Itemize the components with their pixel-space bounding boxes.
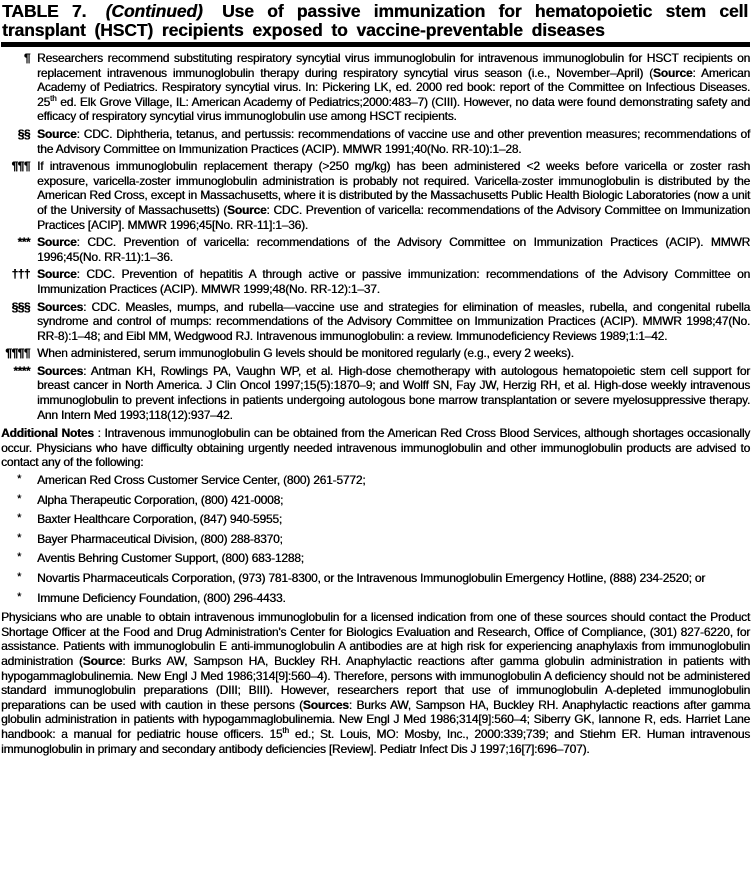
footnote-text [37, 267, 750, 296]
contact-text: American Red Cross Customer Service Center, (800) 261-5772; [37, 473, 366, 488]
contact-text: Aventis Behring Customer Support, (800) 683-1288; [37, 551, 304, 566]
source-label: Additional Notes [1, 426, 94, 441]
footnote [1, 235, 750, 264]
text-segment: : CDC. Prevention of hepatitis A through active or passive immunization: recommendations of the Advisory Committee on Immunization Practices (ACIP). MMWR 1999;48(No. RR-12):1–37. [37, 267, 750, 296]
bullet-icon: * [17, 531, 22, 544]
table-title-prefix: TABLE 7. [2, 1, 87, 21]
contact-item [1, 473, 750, 488]
text-segment: If intravenous immunoglobulin replacement therapy (>250 mg/kg) has been administered <2 weeks before varicella or zoster rash exposure, varicella-zoster immunoglobulin administration is probably not required. Varicella-zoster immunoglobulin is distributed by the American Red Cross, except in Massachusetts, where it is distributed by the Massachusetts Public Health Biologic Laboratories (now a unit of the University of Massachusetts) ( [37, 159, 750, 217]
source-label: Sources [37, 299, 83, 314]
source-label: Source [37, 235, 77, 250]
bullet-icon: * [17, 551, 22, 564]
contact-text: Alpha Therapeutic Corporation, (800) 421-0008; [37, 492, 284, 507]
text-segment: : Burks AW, Sampson HA, Buckley RH. Anaphylactic reactions after gamma globulin administration in patients with hypogammaglobulinemia. New Engl J Med 1986;314[9]:560–4). Therefore, persons with immunoglobulin A deficiency should not be administered standard immunoglobulin preparations (DIII; BIII). However, researchers report that use of immunoglobulin A-depleted immunoglobulin preparations can be used with caution in these persons ( [1, 653, 751, 712]
source-label: Source [37, 126, 77, 141]
bullet-icon: * [17, 571, 22, 583]
text-segment: ed. Elk Grove Village, IL: American Academy of Pediatrics;2000:483–7) (CIII). However, no data were found demonstrating safety and efficacy of respiratory syncytial virus immunoglobulin use among HSCT recipients. [37, 94, 750, 124]
footnote-marker: §§ [17, 126, 30, 141]
superscript-ordinal: th [49, 93, 57, 103]
footnote [1, 127, 750, 156]
footnote-text [37, 127, 750, 156]
text-segment: : Intravenous immunoglobulin can be obtained from the American Red Cross Blood Services, although shortages occasionally occur. Physicians who have difficulty obtaining urgently needed intravenous immunoglobulin and other immunoglobulin products are advised to contact any of the following: [1, 426, 750, 470]
text-segment: : CDC. Diphtheria, tetanus, and pertussis: recommendations of vaccine use and other prevention measures; recommendations of the Advisory Committee on Immunization Practices (ACIP). MMWR 1991;40(No. RR-10):1–28. [37, 126, 750, 156]
bullet-icon: * [17, 492, 22, 505]
footnote [1, 267, 750, 296]
source-label: Source [652, 65, 693, 80]
contact-list [1, 473, 750, 605]
contact-text: Novartis Pharmaceuticals Corporation, (973) 781-8300, or the Intravenous Immunoglobulin Emergency Hotline, (888) 234-2520; or [37, 571, 706, 585]
contact-text: Bayer Pharmaceutical Division, (800) 288-8370; [37, 531, 283, 546]
contact-text: Immune Deficiency Foundation, (800) 296-4433. [37, 590, 286, 605]
text-segment: : American Academy of Pediatrics. Respiratory syncytial virus. In: Pickering LK, ed. 2000 red book: report of the Committee on Infectious Diseases. 25 [37, 65, 750, 109]
footnote [1, 159, 750, 232]
bullet-icon: * [17, 590, 22, 603]
footnote-marker: ¶ [23, 51, 30, 65]
footnote-text [37, 51, 750, 123]
text-segment: : Antman KH, Rowlings PA, Vaughn WP, et al. High-dose chemotherapy with autologous hematopoietic stem cell support for breast cancer in North America. J Clin Oncol 1997;15(5):1870–9; and Wolff SN, Fay JW, Herzig RH, et al. High-dose weekly intravenous immunoglobulin to prevent infections in patients undergoing autologous bone marrow transplantation or severe myelosuppressive therapy. Ann Intern Med 1993;118(12):937–42. [37, 363, 750, 422]
source-label: Sources [302, 697, 349, 712]
footnote [1, 51, 750, 124]
contact-item [1, 571, 750, 586]
text-segment: Researchers recommend substituting respiratory syncytial virus immunoglobulin for intravenous immunoglobulin for HSCT recipients on replacement intravenous immunoglobulin therapy during respiratory syncytial virus season (i.e., November–April) ( [37, 51, 750, 80]
text-segment: : CDC. Prevention of varicella: recommendations of the Advisory Committee on Immunization Practices [ACIP]. MMWR 1996;45[No. RR-11]:1–36). [37, 202, 750, 232]
bullet-icon: * [17, 512, 22, 525]
footnote-text [37, 300, 750, 343]
footnote-marker: *** [17, 235, 30, 250]
footnote [1, 346, 750, 361]
footnote-marker: ¶¶¶¶ [5, 346, 30, 361]
contact-item [1, 493, 750, 508]
contact-item [1, 551, 750, 566]
table-title-text: Use of passive immunization for hematopoietic stem cell transplant (HSCT) recipients exposed to vaccine-preventable diseases [2, 1, 749, 40]
source-label: Source [37, 267, 77, 282]
footnote [1, 364, 750, 422]
contact-item [1, 532, 750, 547]
source-label: Source [82, 653, 123, 668]
footnote [1, 300, 750, 344]
superscript-ordinal: th [282, 725, 289, 735]
additional-notes-paragraph [1, 426, 750, 470]
footnote-marker: ††† [11, 267, 30, 282]
title-divider-rule [1, 42, 750, 47]
text-segment: : Burks AW, Sampson HA, Buckley RH. Anaphylactic reactions after gamma globulin administration in patients with hypogammaglobulinemia. New Engl J Med 1986;314[9]:560–4; Siberry GK, Iannone R, eds. Harriet Lane handbook: a manual for pediatric house officers. 15 [1, 697, 750, 741]
footnote-marker: **** [13, 363, 30, 378]
footnote-text [37, 235, 750, 264]
text-segment: : CDC. Prevention of varicella: recommendations of the Advisory Committee on Immunization Practices (ACIP). MMWR 1996;45(No. RR-11):1–36. [37, 235, 750, 264]
text-segment: ed.; St. Louis, MO: Mosby, Inc., 2000:339;739; and Stiehm ER. Human intravenous immunoglobulin in primary and secondary antibody deficiencies [Review]. Pediatr Infect Dis J 1997;16[7]:696–707). [1, 726, 750, 756]
footnote-text [37, 346, 574, 360]
footnote-list [1, 51, 750, 422]
text-segment: When administered, serum immunoglobulin G levels should be monitored regularly (e.g., every 2 weeks). [37, 346, 574, 361]
text-segment: Physicians who are unable to obtain intravenous immunoglobulin for a licensed indication from one of these sources should contact the Product Shortage Officer at the Food and Drug Administration's Center for Biologics Evaluation and Research, Office of Compliance, (301) 827-6220, for assistance. Patients with immunoglobulin E anti-immunoglobulin A antibodies are at high risk for experiencing anaphylaxis from immunoglobulin administration ( [1, 610, 750, 668]
closing-paragraph [1, 610, 750, 756]
source-label: Sources [37, 363, 83, 378]
footnote-marker: §§§ [11, 299, 30, 314]
contact-item [1, 591, 750, 606]
source-label: Source [226, 202, 267, 217]
contact-item [1, 512, 750, 527]
contact-text: Baxter Healthcare Corporation, (847) 940-5955; [37, 512, 282, 527]
footnote-text [37, 364, 750, 422]
text-segment: : CDC. Measles, mumps, and rubella—vaccine use and strategies for elimination of measles, rubella, and congenital rubella syndrome and control of mumps: recommendations of the Advisory Committee on Immunization Practices (ACIP). MMWR 1998;47(No. RR-8):1–48; and Eibl MM, Wedgwood RJ. Intravenous immunoglobulin: a review. Immunodeficiency Reviews 1989;1:1–42. [37, 299, 750, 343]
table-title-continued: (Continued) [105, 1, 203, 21]
table-title [1, 1, 750, 40]
footnote-text [37, 159, 750, 231]
bullet-icon: * [17, 473, 22, 486]
footnote-marker: ¶¶¶ [11, 159, 30, 174]
